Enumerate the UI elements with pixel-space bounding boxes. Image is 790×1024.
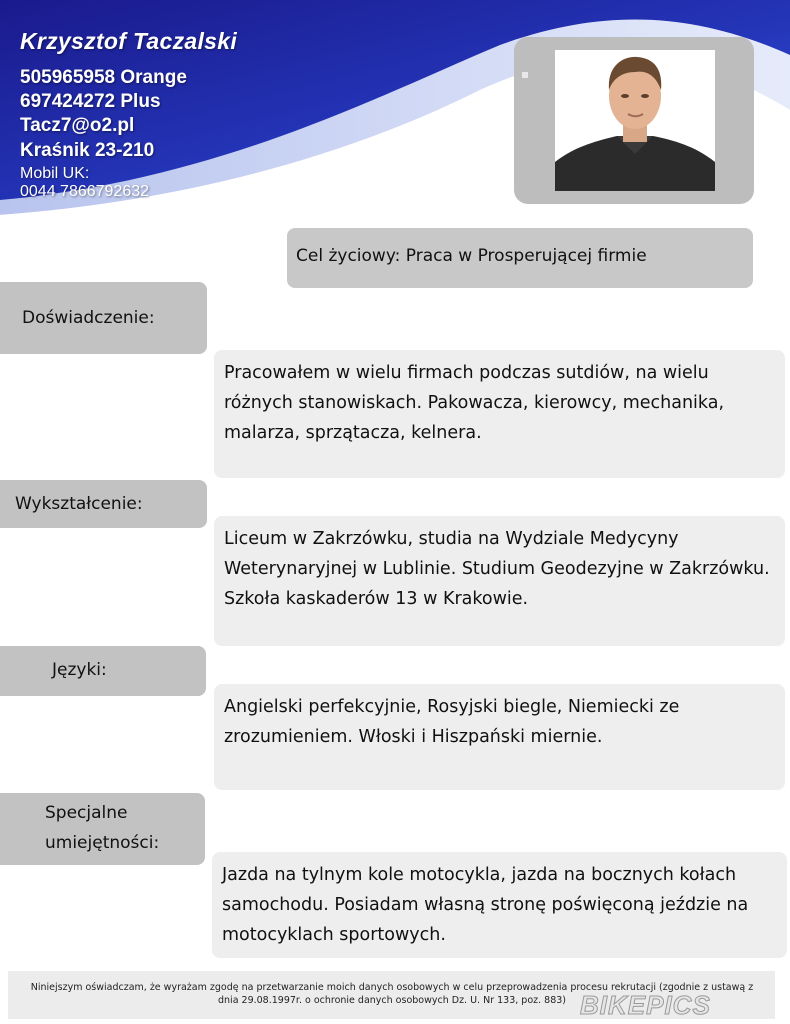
- special-skills-text: Jazda na tylnym kole motocykla, jazda na bocznych kołach samochodu. Posiadam własną stronę poświęconą jeździe na motocyklach sportowych.: [222, 865, 749, 945]
- education-panel: [214, 516, 785, 646]
- special-skills-label-line1: Specjalne: [45, 803, 128, 823]
- experience-text: Pracowałem w wielu firmach podczas sutdiów, na wielu różnych stanowiskach. Pakowacza, kierowcy, mechanika, malarza, sprzątacza, kelnera.: [224, 363, 725, 443]
- languages-label: Języki:: [52, 660, 107, 680]
- portrait-photo-icon: [555, 50, 715, 191]
- consent-text: Niniejszym oświadczam, że wyrażam zgodę na przetwarzanie moich danych osobowych w celu przeprowadzenia procesu rekrutacji (zgodnie z ustawą z dnia 29.08.1997r. o ochronie danych osobowych Dz. U. Nr 133, poz. 883): [30, 982, 754, 1006]
- photo-frame-dot: [522, 72, 528, 78]
- experience-label: Doświadczenie:: [22, 308, 155, 328]
- mobile-uk-number: 0044 7866792632: [20, 183, 150, 200]
- education-tab: [0, 480, 207, 528]
- special-skills-label-line2: umiejętności:: [45, 833, 160, 853]
- special-skills-tab: [0, 793, 205, 865]
- education-text: Liceum w Zakrzówku, studia na Wydziale Medycyny Weterynaryjnej w Lublinie. Studium Geodezyjne w Zakrzówku. Szkoła kaskaderów 13 w Krakowie.: [224, 529, 770, 609]
- phone-orange: 505965958 Orange: [20, 67, 187, 88]
- bikepics-watermark: [575, 990, 770, 1020]
- languages-panel: [214, 684, 785, 790]
- languages-text: Angielski perfekcyjnie, Rosyjski biegle, Niemiecki ze zrozumieniem. Włoski i Hiszpański miernie.: [224, 697, 680, 747]
- phone-plus: 697424272 Plus: [20, 91, 161, 112]
- experience-tab: [0, 282, 207, 354]
- education-label: Wykształcenie:: [15, 494, 143, 514]
- experience-panel: [214, 350, 785, 478]
- watermark-text: BIKEPICS: [580, 990, 711, 1020]
- candidate-name: Krzysztof Taczalski: [20, 28, 238, 54]
- special-skills-panel: [212, 852, 787, 958]
- postal-address: Kraśnik 23-210: [20, 140, 155, 161]
- life-goal-box: [287, 228, 753, 288]
- mobile-uk-label: Mobil UK:: [20, 165, 90, 182]
- life-goal-text: Cel życiowy: Praca w Prosperującej firmie: [296, 246, 647, 266]
- email-address: Tacz7@o2.pl: [20, 115, 135, 136]
- languages-tab: [0, 646, 206, 696]
